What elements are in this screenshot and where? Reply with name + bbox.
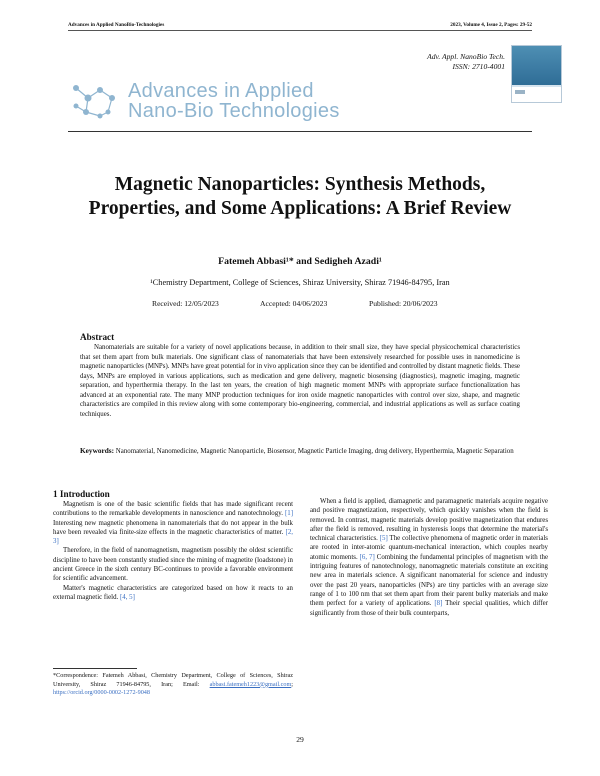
keywords-text: Nanomaterial, Nanomedicine, Magnetic Nanoparticle, Biosensor, Magnetic Particle Imaging, drug delivery, Hyperthermia, Magnetic Separation: [115, 448, 514, 455]
citation-link[interactable]: [6, 7]: [359, 553, 375, 561]
accepted-date: Accepted: 04/06/2023: [260, 299, 328, 308]
orcid-link[interactable]: https://orcid.org/0000-0002-1272-9048: [53, 689, 150, 697]
citation-link[interactable]: [4, 5]: [119, 593, 135, 601]
paragraph: When a field is applied, diamagnetic and paramagnetic materials acquire negative and positive magnetization, respectively, which quickly vanishes when the field is removed. In contrast, magnetic materials develop positive magnetization that endures after the field is removed, resulting in hysteresis loops that determine the material's technical characteristics. [5] The collective phenomena of magnetic order in materials are rooted in inter-atomic quantum-mechanical interaction, which couples nearby atomic moments. [6, 7] Combining the fundamental principles of magnetism with the intriguing features of nanotechnology, nanomagnetic materials constitute an exciting new area in materials science. A significant nanomaterial for science and industry over the past 20 years, nanoparticles (NPs) are tiny particles with an average size range of 1 to 100 nm that set them apart from their parent bulky materials and make them perfect for a variety of applications. [8] Their special qualities, which differ significantly from those of their bulk counterparts,: [310, 498, 548, 617]
citation-link[interactable]: [1]: [284, 510, 293, 518]
citation-block: [427, 52, 505, 72]
running-header-issue: 2023, Volume 4, Issue 2, Pages: 29-52: [450, 22, 532, 28]
correspondence-footnote: *Correspondence: Fatemeh Abbasi, Chemistry Department, College of Sciences, Shiraz University, Shiraz 71946-84795, Iran; Email: abbasi.fatemeh1223@gmail.com; https://orcid.org/0000-0002-1272-9048: [53, 672, 293, 697]
citation-link[interactable]: [8]: [434, 600, 443, 608]
keywords-label: Keywords:: [80, 446, 115, 455]
paragraph: Magnetism is one of the basic scientific fields that has made significant recent contributions to the remarkable developments in nanoscience and nanotechnology. [1] Interesting new magnetic phenomena in nanomaterials that do not appear in the bulk have been revealed via finite-size effects in the magnetic characteristics of matter. [2, 3]: [53, 501, 293, 546]
journal-abbreviation: Adv. Appl. NanoBio Tech.: [427, 52, 505, 61]
journal-cover-thumbnail: [511, 45, 562, 103]
column-left: [53, 500, 293, 602]
citation-link[interactable]: [2, 3]: [53, 528, 293, 546]
citation-link[interactable]: [5]: [379, 535, 388, 543]
page-number: 29: [296, 735, 304, 744]
section-heading-introduction: 1 Introduction: [53, 489, 110, 499]
received-date: Received: 12/05/2023: [152, 299, 219, 308]
paragraph: Therefore, in the field of nanomagnetism, magnetism possibly the oldest scientific discipline to have been constantly studied since the mining of magnetite (loadstone) in ancient Greece in the sixth century BC-continues to provide a favorable environment for scientific advancement.: [53, 547, 293, 583]
paragraph: Matter's magnetic characteristics are categorized based on how it reacts to an external magnetic field. [4, 5]: [53, 584, 293, 601]
paper-title: Magnetic Nanoparticles: Synthesis Methods, Properties, and Some Applications: A Brief Review: [88, 174, 512, 219]
column-right: [310, 497, 548, 618]
keywords: [80, 446, 520, 457]
logo-line-1: Advances in Applied: [128, 80, 314, 102]
email-link[interactable]: abbasi.fatemeh1223@gmail.com: [209, 680, 292, 688]
affiliation: ¹Chemistry Department, College of Sciences, Shiraz University, Shiraz 71946-84795, Iran: [150, 278, 450, 287]
running-header-journal: Advances in Applied NanoBio-Technologies: [68, 22, 165, 28]
footnote-divider: [53, 668, 137, 669]
published-date: Published: 20/06/2023: [369, 299, 438, 308]
abstract-text: Nanomaterials are suitable for a variety of novel applications because, in addition to their small size, they have special physicochemical characteristics that set them apart from bulk materials. One significant class of nanomaterials that have been extensively researched for possible uses in nanomedicine is magnetic nanoparticles (MNPs). MNPs have great potential for in vivo application since they can be identified and controlled by distant magnetic fields. These days, MNPs are employed in various applications, such as medication and gene delivery, magnetic biosensing (diagnostics), magnetic imaging, magnetic separation, and hyperthermia therapy. In the last ten years, the creation of high magnetic moment MNPs with appropriate surface functionalization has advanced at an exponential rate. The many MNP production techniques for iron oxide magnetic nanoparticles with control over size, shape, and magnetic characteristics are compiled in this review along with some contemporary bio-engineering, commercial, and industrial applications as well as surface coating techniques.: [80, 344, 520, 418]
molecule-logo-icon: [70, 80, 122, 122]
logo-line-2: Nano-Bio Technologies: [128, 100, 340, 122]
issn: ISSN: 2710-4001: [452, 62, 505, 71]
abstract-heading: Abstract: [80, 332, 115, 342]
masthead-divider: [68, 131, 532, 132]
header-divider: [68, 30, 532, 31]
authors: Fatemeh Abbasi¹* and Sedigheh Azadi¹: [218, 256, 382, 267]
